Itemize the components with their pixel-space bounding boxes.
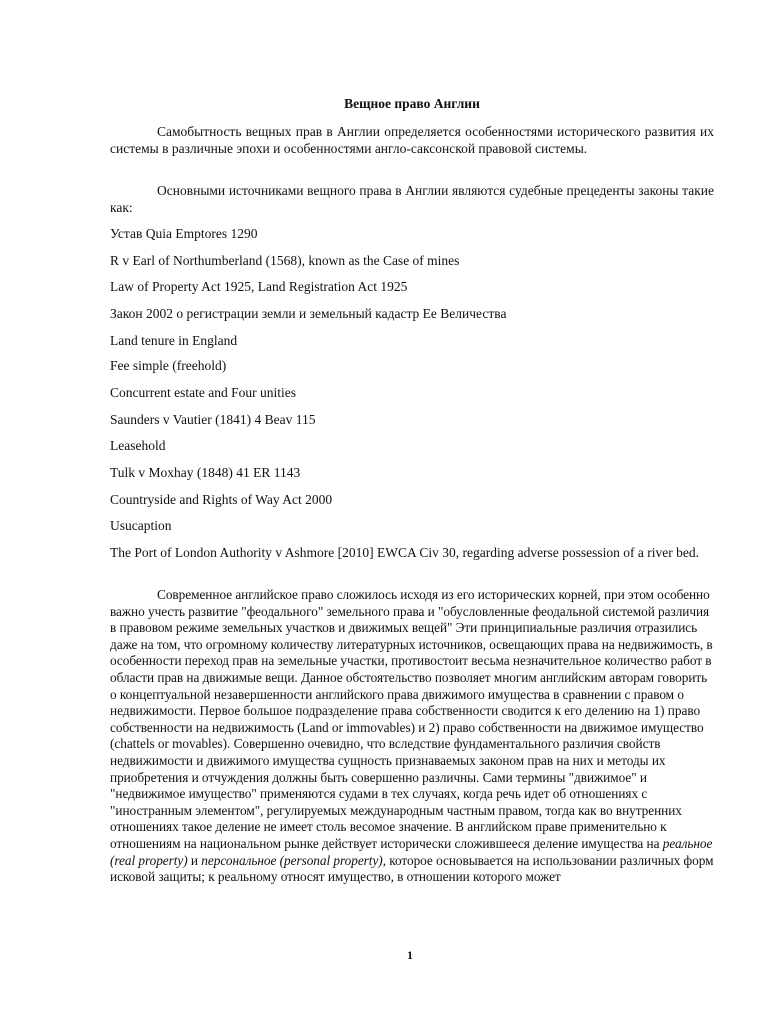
intro-paragraph-1: Самобытность вещных прав в Англии определяется особенностями исторического развития их системы в различные эпохи и особенностями англо-саксонской правовой системы. (110, 124, 714, 156)
personal-property-term: персональное (personal property) (201, 852, 383, 868)
list-item: Usucaption (110, 518, 172, 533)
list-item: Tulk v Moxhay (1848) 41 ER 1143 (110, 465, 301, 480)
intro-paragraph-2: Основными источниками вещного права в Англии являются судебные прецеденты законы такие как: (110, 183, 714, 215)
list-item: Leasehold (110, 438, 166, 453)
list-item: Countryside and Rights of Way Act 2000 (110, 492, 333, 507)
list-item: Land tenure in England (110, 333, 238, 348)
list-item: R v Earl of Northumberland (1568), known as the Case of mines (110, 253, 460, 268)
list-item: Fee simple (freehold) (110, 358, 227, 373)
list-item: The Port of London Authority v Ashmore [2010] EWCA Civ 30, regarding adverse possession of a river bed. (110, 545, 700, 560)
list-item: Law of Property Act 1925, Land Registration Act 1925 (110, 279, 408, 294)
real-property-term: реальное (real property) (110, 835, 713, 868)
document-title: Вещное право Англии (344, 96, 480, 111)
main-paragraph-text-3: , которое основывается на использовании различных форм исковой защиты; к реальному относят имущество, в отношении которого может (110, 852, 714, 885)
list-item: Устав Quia Emptores 1290 (110, 226, 258, 241)
main-paragraph-text-2: и (187, 852, 202, 868)
list-item: Saunders v Vautier (1841) 4 Beav 115 (110, 412, 316, 427)
list-item: Concurrent estate and Four unities (110, 385, 296, 400)
list-item: Закон 2002 о регистрации земли и земельный кадастр Ее Величества (110, 306, 507, 321)
page-number: 1 (407, 948, 413, 962)
main-paragraph (110, 587, 714, 886)
main-paragraph-text-1: Современное английское право сложилось исходя из его исторических корней, при этом особенно важно учесть развитие "феодального" земельного права и "обусловленные феодальной системой различия в правовом режиме земельных участков и движимых вещей" Эти принципиальные различия отразились даже на том, что огромному количеству литературных источников, освещающих права на недвижимость, в особенности переход прав на земельные участки, противостоит весьма незначительное количество работ в области прав на движимые вещи. Данное обстоятельство позволяет многим английским авторам говорить о концептуальной незавершенности английского права движимого имущества в сравнении с правом о недвижимости. Первое большое подразделение права собственности сводится к его делению на 1) право собственности на недвижимость (Land or immovables) и 2) право собственности на движимое имущество (chattels or movables). Совершенно очевидно, что вследствие фундаментального различия свойств недвижимости и движимого имущества сущность признаваемых законом прав на них и методы их приобретения и отчуждения должны быть совершенно различны. Сами термины "движимое" и "недвижимое имущество" применяются судами в тех случаях, когда речь идет об отношениях с "иностранным элементом", регулируемых международным частным правом, тогда как во внутренних отношениях такое деление не имеет столь весомое значение. В английском праве применительно к отношениям на национальном рынке действует исторически сложившееся деление имущества на (110, 587, 713, 851)
